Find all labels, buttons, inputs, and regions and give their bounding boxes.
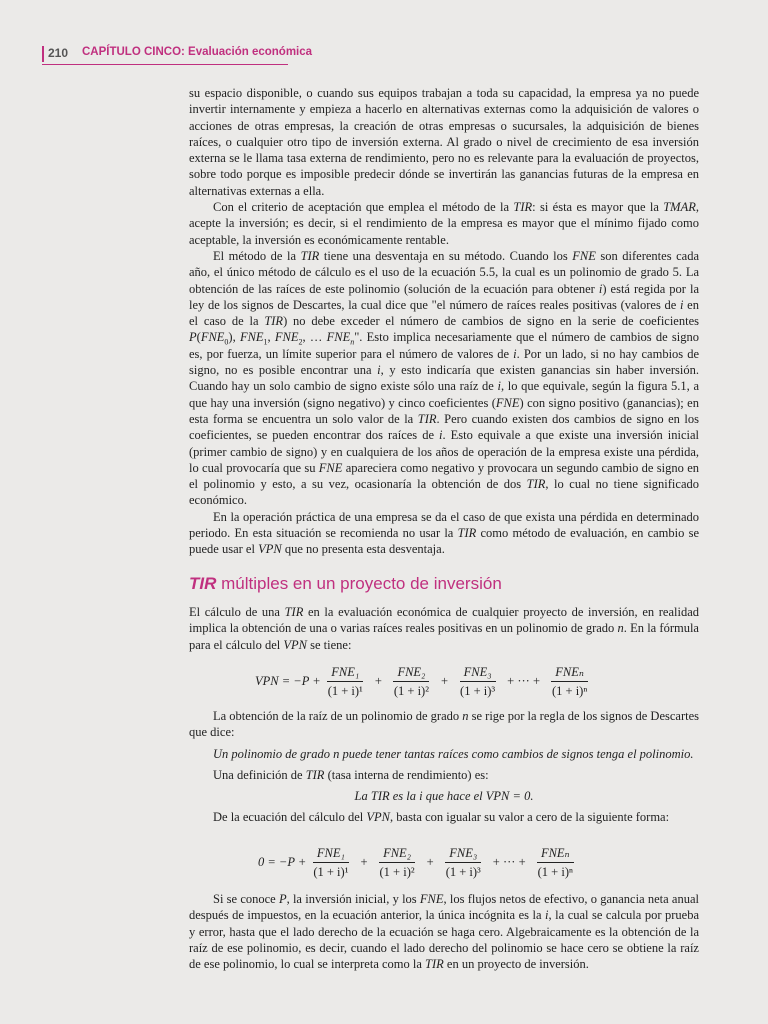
- section-intro: [189, 604, 699, 653]
- paragraph: Con el criterio de aceptación que emplea el método de la TIR: si ésta es mayor que la TMAR, acepte la inversión; es decir, si el rendimiento de la empresa es mayor que el mínimo fijado como aceptable, la inversión es económicamente rentable.: [189, 200, 699, 247]
- header-bar: [42, 46, 44, 62]
- fraction: $\frac{\text{FNE₃}}{\text{(1 + i)³}}$: [445, 845, 481, 879]
- fraction: $\frac{\text{FNE₂}}{\text{(1 + i)²}}$: [393, 664, 429, 698]
- rule-text: [189, 708, 699, 826]
- fraction: $\frac{\text{FNEₙ}}{\text{(1 + i)ⁿ}}$: [552, 665, 588, 698]
- page-number: 210: [48, 46, 69, 60]
- paragraph: En la operación práctica de una empresa se da el caso de que exista una pérdida en determinado periodo. En esta situación se recomienda no usar la TIR como método de evaluación, en cambio se puede usar el VPN que no presenta esta desventaja.: [189, 509, 699, 557]
- fraction: $\frac{\text{FNE₁}}{\text{(1 + i)¹}}$: [327, 664, 363, 698]
- chapter-title: CAPÍTULO CINCO: Evaluación económica: [82, 46, 313, 58]
- section-heading: TIR múltiples en un proyecto de inversión: [189, 574, 502, 593]
- definition-quote: La TIR es la i que hace el VPN = 0.: [354, 789, 534, 804]
- paragraph: su espacio disponible, o cuando sus equipos trabajan a toda su capacidad, la empresa ya no puede invertir internamente y empieza a hacerlo en alternativas externas como la adquisición de valores o acciones de otras empresas, la creación de otras empresas o sucursales, la adquisición de bienes raíces, o cualquier otro tipo de inversión externa. Al grado o nivel de crecimiento de esa inversión externa se le llama tasa externa de rendimiento, pero no es relevante para la evaluación de proyectos, sobre todo porque es imposible predecir dónde se invertirán las ganancias futuras de la empresa en alternativas externas a ella.: [189, 86, 699, 198]
- paragraph: De la ecuación del cálculo del VPN, basta con igualar su valor a cero de la siguiente forma:: [213, 810, 670, 825]
- fraction: $\frac{\text{FNE₃}}{\text{(1 + i)³}}$: [460, 664, 496, 698]
- fraction: $\frac{\text{FNE₁}}{\text{(1 + i)¹}}$: [313, 845, 349, 879]
- fraction: $\frac{\text{FNE₂}}{\text{(1 + i)²}}$: [379, 845, 415, 879]
- paragraph: El cálculo de una TIR en la evaluación económica de cualquier proyecto de inversión, en realidad implica la obtención de una o varias raíces reales positivas en un polinomio de grado n. En la fórmula para el cálculo del VPN se tiene:: [189, 605, 700, 652]
- paragraph: El método de la TIR tiene una desventaja en su método. Cuando los FNE son diferentes cada año, el único método de cálculo es el uso de la ecuación 5.5, la cual es un polinomio de grado 5. La obtención de las raíces de este polinomio (solución de la ecuación para obtener i) está regida por la ley de los signos de Descartes, la cual dice que "el número de raíces reales positivas (valores de i en el caso de la TIR) no debe exceder el número de cambios de signo en la serie de coeficientes $P(FNE_0)$, $FNE_1$, $FNE_2$, … $FNE_n$". Esto implica necesariamente que el número de cambios de signo es, por fuerza, un límite superior para el número de valores de i. Por un lado, si no hay cambios de signo, no es posible encontrar una i, y esto indicaría que existen ganancias sin haber inversión. Cuando hay un solo cambio de signo existe sólo una raíz de i, lo que equivale, según la figura 5.1, a que hay una inversión (signo negativo) y cinco coeficientes (FNE) con signo positivo (ganancias); en esta forma se encuentra un solo valor de la TIR. Pero cuando existen dos cambios de signo en los coeficientes, se pueden encontrar dos raíces de i. Esto equivale a que existe una inversión inicial (primer cambio de signo) y en cualquiera de los años de operación de la empresa existe una pérdida, lo cual provocaría que su FNE apareciera como negativo y provocara un segundo cambio de signo en el polinomio y esto, a su vez, ocasionaría la obtención de dos TIR, lo cual no tiene significado económico.: [189, 248, 699, 508]
- running-header: [42, 44, 313, 65]
- fraction: $\frac{\text{FNEₙ}}{\text{(1 + i)ⁿ}}$: [537, 846, 573, 879]
- rule-quote: Un polinomio de grado n puede tener tantas raíces como cambios de signos tenga el polinomio.: [213, 746, 694, 761]
- zero-equation: 0 = −P + $\frac{\text{FNE₁}}{\text{(1 + i)¹}}$ + $\frac{\text{FNE₂}}{\text{(1 + i)²}}$ + $\frac{\text{FNE₃}}{\text{(1 + i)³}}$ + ··· + $\frac{\text{FNEₙ}}{\text{(1 + i)ⁿ}}$: [258, 845, 580, 880]
- paragraph: Una definición de TIR (tasa interna de rendimiento) es:: [213, 767, 489, 782]
- paragraph: La obtención de la raíz de un polinomio de grado n se rige por la regla de los signos de Descartes que dice:: [189, 709, 699, 740]
- vpn-equation: VPN = −P + $\frac{\text{FNE₁}}{\text{(1 + i)¹}}$ + $\frac{\text{FNE₂}}{\text{(1 + i)²}}$ + $\frac{\text{FNE₃}}{\text{(1 + i)³}}$ + ··· + $\frac{\text{FNEₙ}}{\text{(1 + i)ⁿ}}$: [255, 664, 594, 699]
- final-paragraph: [189, 891, 699, 972]
- paragraph: Si se conoce P, la inversión inicial, y los FNE, los flujos netos de efectivo, o ganancia neta anual después de impuestos, en la ecuación anterior, la única incógnita es la i, la cual se calcula por prueba y error, hasta que el lado derecho de la ecuación se haga cero. Algebraicamente es la obtención de la raíz de ese polinomio, es decir, cuando el lado derecho del polinomio se hace cero se obtiene la raíz de ese polinomio, lo cual se interpreta como la TIR en un proyecto de inversión.: [189, 892, 700, 972]
- body-text-top: [189, 85, 699, 558]
